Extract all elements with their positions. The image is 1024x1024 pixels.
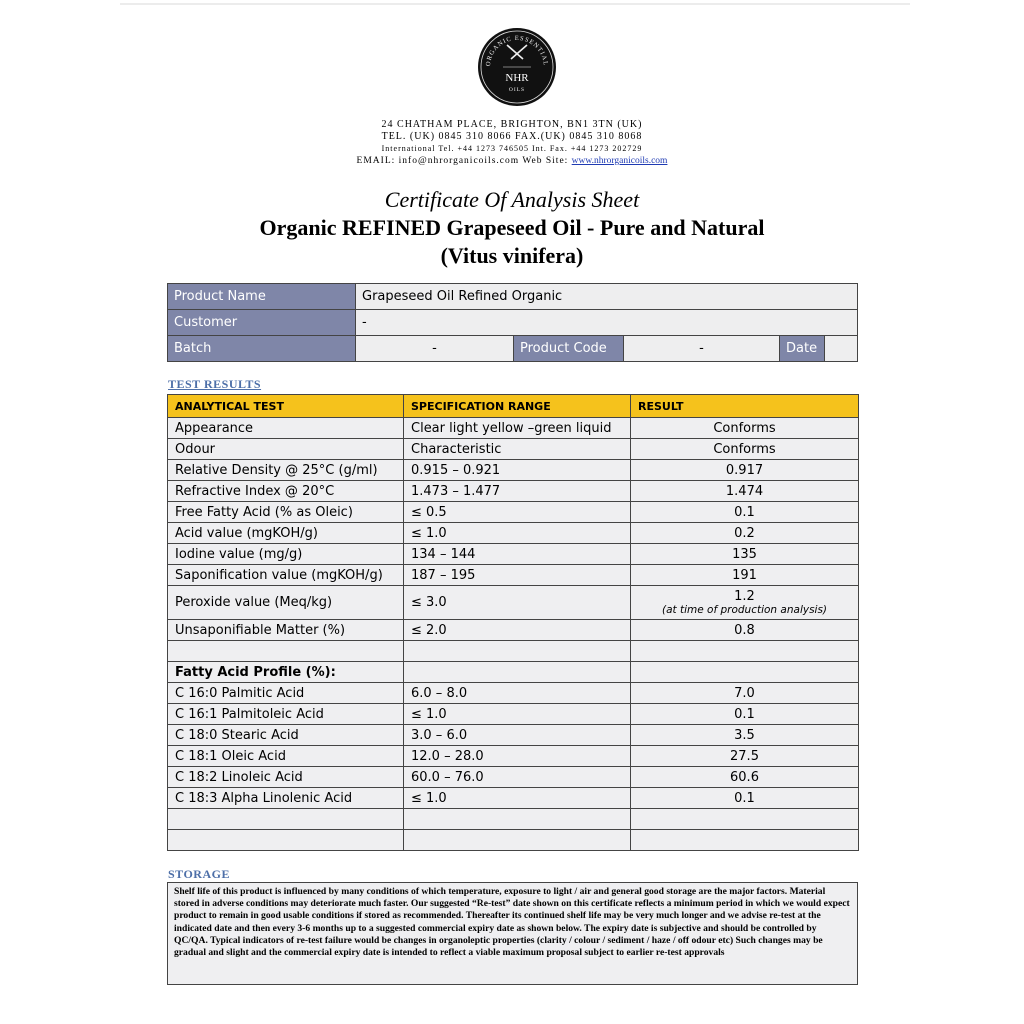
spec-range: 1.473 – 1.477 <box>404 481 631 502</box>
results-header-row <box>168 395 859 418</box>
table-row <box>168 767 859 788</box>
spec-range: ≤ 3.0 <box>404 586 631 620</box>
address-line: 24 CHATHAM PLACE, BRIGHTON, BN1 3TN (UK) <box>381 119 643 130</box>
spec-range: Clear light yellow –green liquid <box>404 418 631 439</box>
spec-range <box>404 662 631 683</box>
test-name: C 18:1 Oleic Acid <box>168 746 404 767</box>
table-row <box>168 439 859 460</box>
header-analytical-test: ANALYTICAL TEST <box>168 395 404 418</box>
certificate-title: Certificate Of Analysis Sheet <box>384 187 640 212</box>
test-name: Appearance <box>168 418 404 439</box>
table-row <box>168 523 859 544</box>
product-info-table <box>167 283 858 362</box>
result-value <box>631 586 859 620</box>
spec-range <box>404 830 631 851</box>
spec-range: 134 – 144 <box>404 544 631 565</box>
customer-row <box>168 310 858 336</box>
product-name-row <box>168 284 858 310</box>
customer-label: Customer <box>168 310 356 336</box>
test-name: Acid value (mgKOH/g) <box>168 523 404 544</box>
result-value: 0.8 <box>631 620 859 641</box>
email-line <box>0 155 1024 167</box>
spec-range: 6.0 – 8.0 <box>404 683 631 704</box>
spec-range: ≤ 2.0 <box>404 620 631 641</box>
international-line: International Tel. +44 1273 746505 Int. Fax. +44 1273 202729 <box>381 144 643 153</box>
result-value: 3.5 <box>631 725 859 746</box>
test-results-heading: TEST RESULTS <box>168 377 262 391</box>
table-row <box>168 460 859 481</box>
result-value: 27.5 <box>631 746 859 767</box>
logo-sub: OILS <box>508 87 526 93</box>
batch-value: - <box>356 336 514 362</box>
result-value: 0.2 <box>631 523 859 544</box>
nhr-logo <box>477 27 557 107</box>
email-text: EMAIL: info@nhrorganicoils.com Web Site: <box>356 156 569 166</box>
spec-range: 3.0 – 6.0 <box>404 725 631 746</box>
test-name: Saponification value (mgKOH/g) <box>168 565 404 586</box>
test-name: Iodine value (mg/g) <box>168 544 404 565</box>
table-row <box>168 586 859 620</box>
spec-range: 12.0 – 28.0 <box>404 746 631 767</box>
test-name: Odour <box>168 439 404 460</box>
batch-row <box>168 336 858 362</box>
test-name <box>168 809 404 830</box>
website-link[interactable]: www.nhrorganicoils.com <box>571 156 668 166</box>
result-value: 60.6 <box>631 767 859 788</box>
table-row <box>168 481 859 502</box>
logo-brand: NHR <box>505 72 529 84</box>
result-value: 191 <box>631 565 859 586</box>
table-row <box>168 809 859 830</box>
document-title <box>0 186 1024 270</box>
batch-label: Batch <box>168 336 356 362</box>
result-value: 0.1 <box>631 704 859 725</box>
logo-arc-text: ORGANIC ESSENTIAL <box>484 34 550 67</box>
phone-line: TEL. (UK) 0845 310 8066 FAX.(UK) 0845 310 8068 <box>381 131 643 142</box>
product-name-value: Grapeseed Oil Refined Organic <box>356 284 858 310</box>
table-row <box>168 725 859 746</box>
spec-range: 0.915 – 0.921 <box>404 460 631 481</box>
table-row <box>168 830 859 851</box>
test-name: Free Fatty Acid (% as Oleic) <box>168 502 404 523</box>
result-value: 1.474 <box>631 481 859 502</box>
table-row <box>168 641 859 662</box>
spec-range: ≤ 0.5 <box>404 502 631 523</box>
date-value <box>825 336 858 362</box>
table-row <box>168 544 859 565</box>
result-value <box>631 662 859 683</box>
table-row <box>168 418 859 439</box>
result-main: 1.2 <box>734 589 755 604</box>
date-label: Date <box>780 336 825 362</box>
table-row <box>168 746 859 767</box>
spec-range: Characteristic <box>404 439 631 460</box>
result-value: Conforms <box>631 439 859 460</box>
result-value: 0.917 <box>631 460 859 481</box>
table-row <box>168 662 859 683</box>
result-value: 0.1 <box>631 788 859 809</box>
result-value <box>631 641 859 662</box>
test-name: Peroxide value (Meq/kg) <box>168 586 404 620</box>
result-value: 135 <box>631 544 859 565</box>
header-result: RESULT <box>631 395 859 418</box>
test-name: C 16:1 Palmitoleic Acid <box>168 704 404 725</box>
result-value <box>631 809 859 830</box>
test-name: Relative Density @ 25°C (g/ml) <box>168 460 404 481</box>
storage-heading: STORAGE <box>168 867 230 881</box>
product-name-label: Product Name <box>168 284 356 310</box>
table-row <box>168 788 859 809</box>
table-row <box>168 565 859 586</box>
result-value: 7.0 <box>631 683 859 704</box>
product-code-label: Product Code <box>514 336 624 362</box>
spec-range <box>404 809 631 830</box>
product-title: Organic REFINED Grapeseed Oil - Pure and Natural <box>259 215 765 240</box>
table-row <box>168 620 859 641</box>
customer-value: - <box>356 310 858 336</box>
table-row <box>168 704 859 725</box>
header-specification-range: SPECIFICATION RANGE <box>404 395 631 418</box>
company-address <box>0 119 1024 167</box>
latin-name: (Vitus vinifera) <box>440 243 584 268</box>
spec-range: 60.0 – 76.0 <box>404 767 631 788</box>
test-name: C 18:0 Stearic Acid <box>168 725 404 746</box>
test-results-table <box>167 394 859 851</box>
page-top-rule <box>120 3 910 5</box>
result-value: 0.1 <box>631 502 859 523</box>
test-name: Refractive Index @ 20°C <box>168 481 404 502</box>
test-name <box>168 830 404 851</box>
table-row <box>168 502 859 523</box>
test-name: C 18:3 Alpha Linolenic Acid <box>168 788 404 809</box>
test-name <box>168 641 404 662</box>
test-name: Fatty Acid Profile (%): <box>168 662 404 683</box>
product-code-value: - <box>624 336 780 362</box>
spec-range <box>404 641 631 662</box>
spec-range: ≤ 1.0 <box>404 788 631 809</box>
test-name: C 18:2 Linoleic Acid <box>168 767 404 788</box>
result-note: (at time of production analysis) <box>661 604 828 616</box>
result-value <box>631 830 859 851</box>
storage-text: Shelf life of this product is influenced by many conditions of which temperature, exposure to light / air and general good storage are the major factors. Material stored in adverse conditions may deteriorate much faster. Our suggested “Re-test” date shown on this certificate reflects a minimum period in which we would expect product to remain in good usable conditions if stored as recommended. Thereafter its continued shelf life may be very much longer and we advise re-test at the indicated date and then every 3-6 months up to a suggested commercial expiry date as shown below. The expiry date is subjective and should be controlled by QC/QA. Typical indicators of re-test failure would be changes in organoleptic properties (clarity / colour / sediment / haze / off odour etc) Such changes may be gradual and slight and the commercial expiry date is intended to reflect a viable maximum proposal subject to earlier re-test approvals <box>167 882 858 985</box>
spec-range: ≤ 1.0 <box>404 704 631 725</box>
result-value: Conforms <box>631 418 859 439</box>
test-name: Unsaponifiable Matter (%) <box>168 620 404 641</box>
spec-range: ≤ 1.0 <box>404 523 631 544</box>
test-name: C 16:0 Palmitic Acid <box>168 683 404 704</box>
spec-range: 187 – 195 <box>404 565 631 586</box>
table-row <box>168 683 859 704</box>
